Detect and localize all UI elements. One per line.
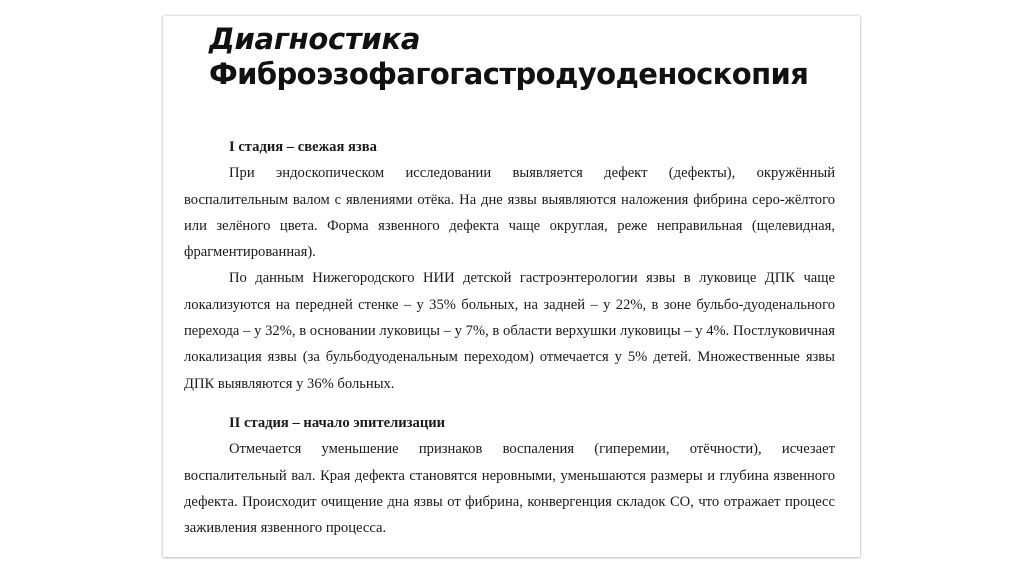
stage-2-heading: II стадия – начало эпителизации [229,414,446,431]
stage-1-heading: I стадия – свежая язва [229,139,377,155]
slide-title-line-1: Диагностика [209,22,421,56]
slide-body [184,134,835,541]
section-spacer [184,397,835,410]
slide-title-line-2: Фиброэзофагогастродуоденоскопия [209,56,809,91]
stage-2-section [184,410,835,541]
stage-1-section [184,134,835,397]
slide [163,16,860,557]
slide-title [209,22,808,92]
stage-1-paragraph-2: По данным Нижегородского НИИ детской гастроэнтерологии язвы в луковице ДПК чаще локализуются на передней стенке – у 35% больных, на задней – у 22%, в зоне бульбо-дуоденального перехода – у 32%, в основании луковицы – у 7%, в области верхушки луковицы – у 4%. Постлуковичная локализация язвы (за бульбодуоденальным переходом) отмечается у 5% детей. Множественные язвы ДПК выявляются у 36% больных. [184,270,835,392]
stage-1-paragraph-1: При эндоскопическом исследовании выявляется дефект (дефекты), окружённый воспалительным валом с явлениями отёка. На дне язвы выявляются наложения фибрина серо-жёлтого или зелёного цвета. Форма язвенного дефекта чаще округлая, реже неправильная (щелевидная, фрагментированная). [184,165,835,261]
stage-2-paragraph-1: Отмечается уменьшение признаков воспаления (гиперемии, отёчности), исчезает воспалительный вал. Края дефекта становятся неровными, уменьшаются размеры и глубина язвенного дефекта. Происходит очищение дна язвы от фибрина, конвергенция складок СО, что отражает процесс заживления язвенного процесса. [184,441,835,537]
